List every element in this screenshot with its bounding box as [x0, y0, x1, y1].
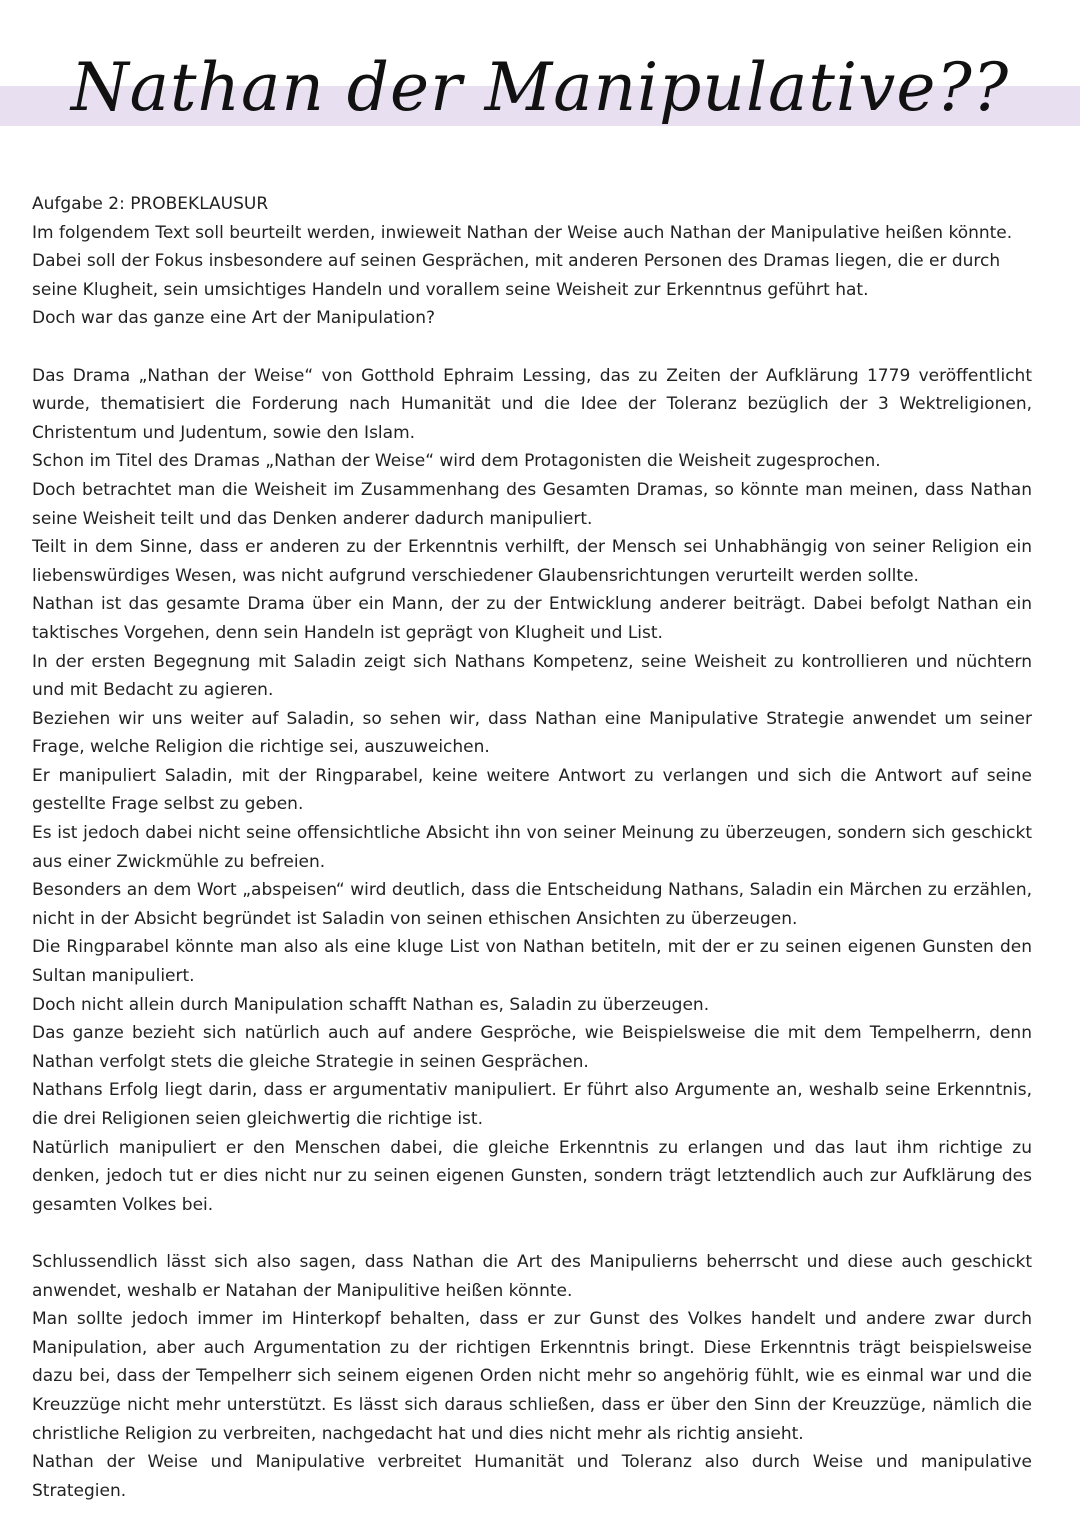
intro-paragraph: Dabei soll der Fokus insbesondere auf seinen Gesprächen, mit anderen Personen des Dramas liegen, die er durch seine Klugheit, sein umsichtiges Handeln und vorallem seine Weisheit zur Erkenntnus geführt hat. — [32, 251, 1001, 300]
section-gap — [32, 1219, 1032, 1248]
section-gap — [32, 333, 1032, 362]
intro-question: Doch war das ganze eine Art der Manipulation? — [32, 308, 435, 329]
body-paragraph: Doch betrachtet man die Weisheit im Zusammenhang des Gesamten Dramas, so könnte man meinen, dass Nathan seine Weisheit teilt und das Denken anderer dadurch manipuliert. — [32, 479, 1032, 529]
body-paragraph: Besonders an dem Wort „abspeisen“ wird deutlich, dass die Entscheidung Nathans, Saladin ein Märchen zu erzählen, nicht in der Absicht begründet ist Saladin von seinen ethischen Ansichten zu überzeugen. — [32, 880, 1032, 929]
task-label: Aufgabe 2: PROBEKLAUSUR — [32, 194, 269, 214]
conclusion-paragraph: Nathan der Weise und Manipulative verbreitet Humanität und Toleranz also durch Weise und manipulative Strategien. — [32, 1452, 1032, 1501]
body-paragraph: Natürlich manipuliert er den Menschen dabei, die gleiche Erkenntnis zu erlangen und das laut ihm richtige zu denken, jedoch tut er dies nicht nur zu seinen eigenen Gunsten, sondern trägt letztendlich auch zur Aufklärung des gesamten Volkes bei. — [32, 1137, 1032, 1215]
body-paragraph: Doch nicht allein durch Manipulation schafft Nathan es, Saladin zu überzeugen. — [32, 994, 710, 1015]
intro-paragraph: Im folgendem Text soll beurteilt werden, inwieweit Nathan der Weise auch Nathan der Manipulative heißen könnte. — [32, 222, 1013, 243]
document-body — [32, 190, 1032, 1505]
body-paragraph: Das Drama „Nathan der Weise“ von Gotthold Ephraim Lessing, das zu Zeiten der Aufklärung 1779 veröffentlicht wurde, thematisiert die Forderung nach Humanität und die Idee der Toleranz bezüglich der 3 Wektreligionen, Christentum und Judentum, sowie den Islam. — [32, 365, 1032, 443]
body-paragraph: Beziehen wir uns weiter auf Saladin, so sehen wir, dass Nathan eine Manipulative Strategie anwendet um seiner Frage, welche Religion die richtige sei, auszuweichen. — [32, 708, 1032, 758]
body-paragraph: Das ganze bezieht sich natürlich auch auf andere Gespröche, wie Beispielsweise die mit dem Tempelherrn, denn Nathan verfolgt stets die gleiche Strategie in seinen Gesprächen. — [32, 1023, 1032, 1072]
body-paragraph: Nathans Erfolg liegt darin, dass er argumentativ manipuliert. Er führt also Argumente an, weshalb seine Erkenntnis, die drei Religionen seien gleichwertig die richtige ist. — [32, 1080, 1032, 1129]
title-banner — [0, 38, 1080, 148]
body-paragraph: Nathan ist das gesamte Drama über ein Mann, der zu der Entwicklung anderer beiträgt. Dabei befolgt Nathan ein taktisches Vorgehen, denn sein Handeln ist geprägt von Klugheit und List. — [32, 594, 1032, 643]
body-paragraph: Schon im Titel des Dramas „Nathan der Weise“ wird dem Protagonisten die Weisheit zugesprochen. — [32, 451, 881, 472]
body-paragraph: Er manipuliert Saladin, mit der Ringparabel, keine weitere Antwort zu verlangen und sich die Antwort auf seine gestellte Frage selbst zu geben. — [32, 765, 1032, 815]
conclusion-paragraph: Schlussendlich lässt sich also sagen, dass Nathan die Art des Manipulierns beherrscht und diese auch geschickt anwendet, weshalb er Natahan der Manipulitive heißen könnte. — [32, 1251, 1032, 1301]
body-paragraph: Die Ringparabel könnte man also als eine kluge List von Nathan betiteln, mit der er zu seinen eigenen Gunsten den Sultan manipuliert. — [32, 937, 1032, 987]
page-title: Nathan der Manipulative?? — [70, 49, 1010, 126]
conclusion-section — [32, 1248, 1032, 1505]
main-section — [32, 362, 1032, 1220]
body-paragraph: Es ist jedoch dabei nicht seine offensichtliche Absicht ihn von seiner Meinung zu überzeugen, sondern sich geschickt aus einer Zwickmühle zu befreien. — [32, 823, 1032, 872]
conclusion-paragraph: Man sollte jedoch immer im Hinterkopf behalten, dass er zur Gunst des Volkes handelt und andere zwar durch Manipulation, aber auch Argumentation zu der richtigen Erkenntnis bringt. Diese Erkenntnis trägt beispielsweise dazu bei, dass der Tempelherr sich seinem eigenen Orden nicht mehr so angehörig fühlt, wie es einmal war und die Kreuzzüge nicht mehr unterstützt. Es lässt sich daraus schließen, dass er über den Sinn der Kreuzzüge, nämlich die christliche Religion zu verbreiten, nachgedacht hat und dies nicht mehr als richtig ansieht. — [32, 1309, 1032, 1444]
body-paragraph: In der ersten Begegnung mit Saladin zeigt sich Nathans Kompetenz, seine Weisheit zu kontrollieren und nüchtern und mit Bedacht zu agieren. — [32, 651, 1032, 701]
body-paragraph: Teilt in dem Sinne, dass er anderen zu der Erkenntnis verhilft, der Mensch sei Unhabhängig von seiner Religion ein liebenswürdiges Wesen, was nicht aufgrund verschiedener Glaubensrichtungen verurteilt werden sollte. — [32, 537, 1032, 586]
intro-section — [32, 190, 1032, 333]
